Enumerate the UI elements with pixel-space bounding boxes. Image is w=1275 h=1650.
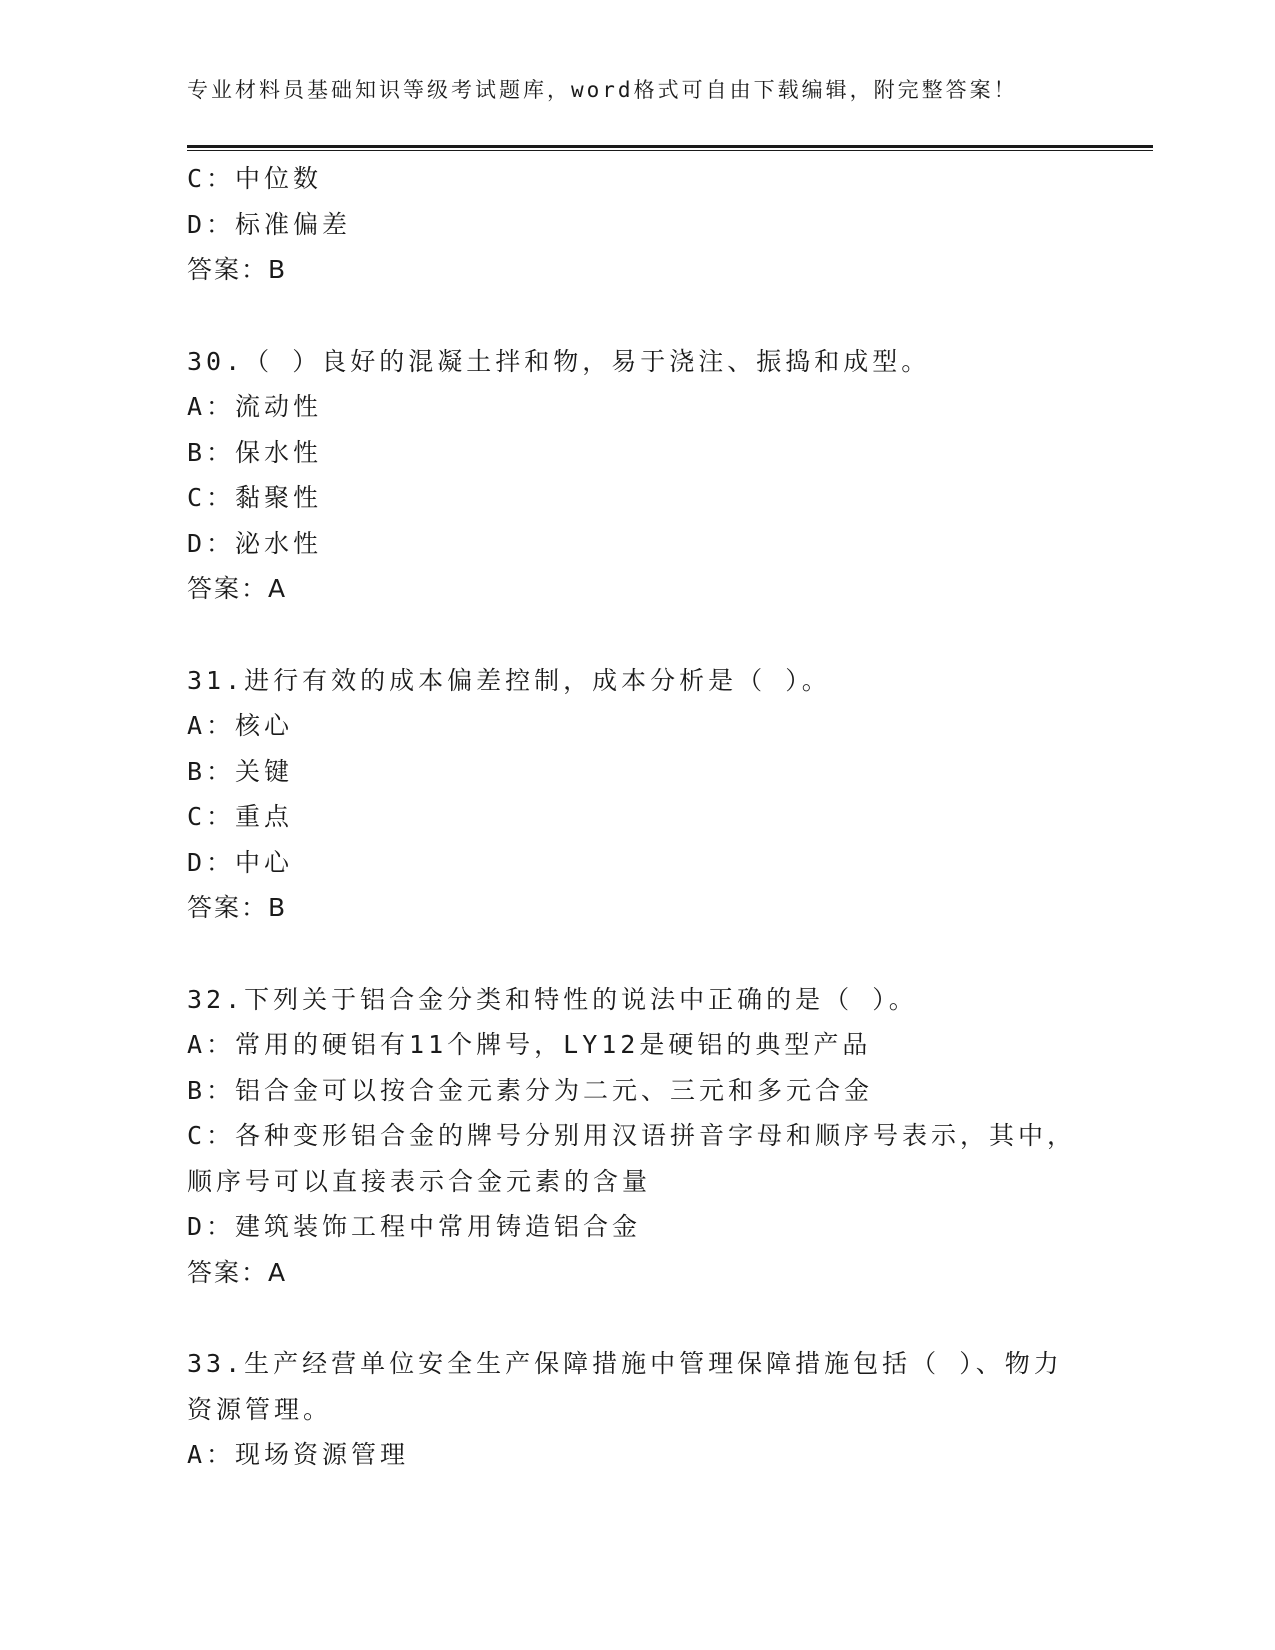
question-30 (187, 339, 1087, 612)
question-stem: 30.（ ）良好的混凝土拌和物，易于浇注、振捣和成型。 (187, 346, 931, 376)
option-b: B：关键 (187, 756, 294, 786)
question-32 (187, 977, 1087, 1296)
option-c: C：重点 (187, 802, 294, 831)
answer-line: 答案：A (187, 574, 288, 603)
option-d: D：中心 (187, 847, 294, 877)
option-b: B：保水性 (187, 437, 323, 467)
option-a: A：常用的硬铝有11个牌号，LY12是硬铝的典型产品 (187, 1030, 872, 1059)
header-rule-thick (187, 145, 1153, 148)
option-a: A：核心 (187, 711, 294, 740)
question-33 (187, 1341, 1087, 1478)
question-stem-continued: 资源管理。 (187, 1394, 333, 1424)
question-stem: 31.进行有效的成本偏差控制，成本分析是（ ）。 (187, 665, 831, 695)
page-header: 专业材料员基础知识等级考试题库，word格式可自由下载编辑，附完整答案！ (187, 78, 1018, 102)
previous-question-tail (187, 156, 1087, 293)
spacer (187, 931, 1087, 977)
question-stem: 33.生产经营单位安全生产保障措施中管理保障措施包括（ ）、物力 (187, 1349, 1063, 1378)
header-rule-thin (187, 150, 1153, 151)
option-c: C：中位数 (187, 164, 323, 193)
option-a: A：现场资源管理 (187, 1440, 410, 1469)
option-d: D：泌水性 (187, 528, 323, 558)
option-c: C：各种变形铝合金的牌号分别用汉语拼音字母和顺序号表示，其中， (187, 1121, 1077, 1150)
question-stem: 32.下列关于铝合金分类和特性的说法中正确的是（ ）。 (187, 984, 918, 1014)
question-31 (187, 658, 1087, 931)
option-d: D：建筑装饰工程中常用铸造铝合金 (187, 1212, 642, 1241)
option-d: D：标准偏差 (187, 209, 352, 239)
spacer (187, 612, 1087, 658)
question-list (187, 156, 1087, 1478)
spacer (187, 1295, 1087, 1341)
answer-line: 答案：A (187, 1257, 288, 1287)
answer-line: 答案：B (187, 255, 288, 284)
option-c-continued: 顺序号可以直接表示合金元素的含量 (187, 1166, 652, 1196)
answer-line: 答案：B (187, 893, 288, 922)
option-c: C：黏聚性 (187, 483, 323, 512)
option-a: A：流动性 (187, 392, 323, 421)
spacer (187, 293, 1087, 339)
option-b: B：铝合金可以按合金元素分为二元、三元和多元合金 (187, 1075, 874, 1105)
